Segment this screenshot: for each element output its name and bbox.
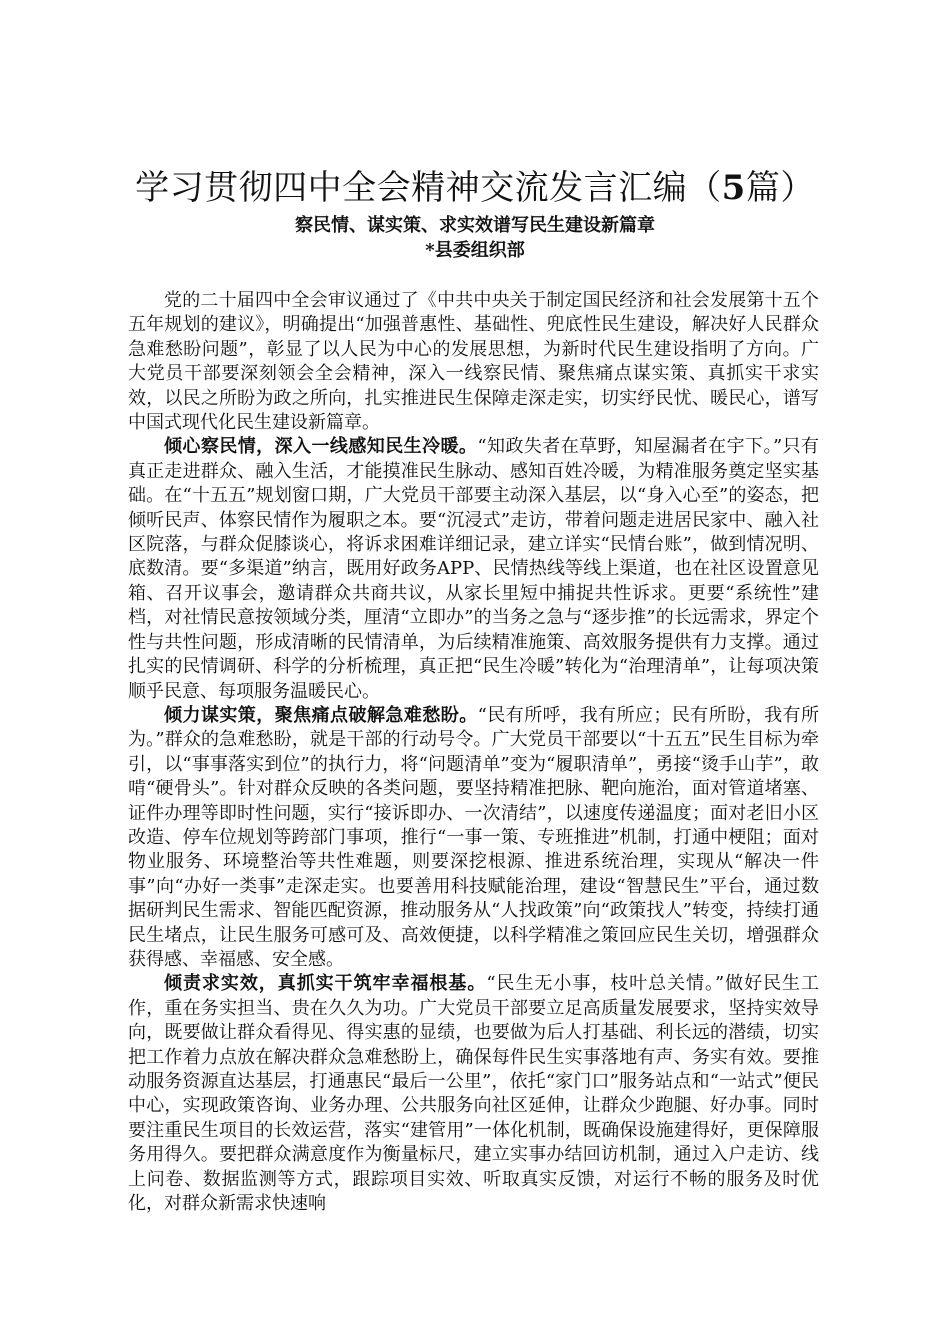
paragraph-text: “民生无小事，枝叶总关情。”做好民生工作，重在务实担当、贵在久久为功。广大党员干部要立足高质量发展要求，坚持实效导向，既要做让群众看得见、得实惠的显绩，也要做为后人打基础、利长远的潜绩，切实把工作着力点放在解决群众急难愁盼上，确保每件民生实事落地有声、务实有效。要推动服务资源直达基层，打通惠民“最后一公里”，依托“家门口”服务站点和“一站式”便民中心，实现政策咨询、业务办理、公共服务向社区延伸，让群众少跑腿、好办事。同时要注重民生项目的长效运营，落实“建管用”一体化机制，既确保设施建得好，更保障服务用得久。要把群众满意度作为衡量标尺，建立实事办结回访机制，通过入户走访、线上问卷、数据监测等方式，跟踪项目实效、听取真实反馈，对运行不畅的服务及时优化，对群众新需求快速响 (128, 973, 820, 1215)
title-end-text: 篇） (745, 168, 815, 208)
title-count: 5 (721, 168, 746, 208)
paragraph-observe-people (128, 435, 819, 703)
paragraph-intro (128, 289, 819, 435)
document-title (0, 166, 950, 210)
title-main-text: 学习贯彻四中全会精神交流发言汇编（ (135, 168, 722, 208)
paragraph-text: 党的二十届四中全会审议通过了《中共中央关于制定国民经济和社会发展第十五个五年规划的建议》，明确提出“加强普惠性、基础性、兜底性民生建设，解决好人民群众急难愁盼问题”，彰显了以人民为中心的发展思想，为新时代民生建设指明了方向。广大党员干部要深刻领会全会精神，深入一线察民情、聚焦痛点谋实策、真抓实干求实效，以民之所盼为政之所向，扎实推进民生保障走深走实，切实纾民忧、暖民心，谱写中国式现代化民生建设新篇章。 (128, 290, 819, 434)
paragraph-seek-results (128, 972, 819, 1216)
document-subtitle: 察民情、谋实策、求实效谱写民生建设新篇章 (295, 215, 655, 236)
document-author: *县委组织部 (425, 240, 525, 261)
paragraph-plan-policies (128, 704, 819, 972)
paragraph-heading: 倾责求实效，真抓实干筑牢幸福根基。 (164, 973, 487, 995)
document-body (128, 289, 819, 1216)
paragraph-text: “知政失者在草野，知屋漏者在宇下。”只有真正走进群众、融入生活，才能摸准民生脉动、感知百姓冷暖，为精准服务奠定坚实基础。在“十五五”规划窗口期，广大党员干部要主动深入基层，以“身入心至”的姿态，把倾听民声、体察民情作为履职之本。要“沉浸式”走访，带着问题走进居民家中、融入社区院落，与群众促膝谈心，将诉求困难详细记录，建立详实“民情台账”，做到情况明、底数清。要“多渠道”纳言，既用好政务APP、民情热线等线上渠道，也在社区设置意见箱、召开议事会，邀请群众共商共议，从家长里短中捕捉共性诉求。更要“系统性”建档，对社情民意按领域分类，厘清“立即办”的当务之急与“逐步推”的长远需求，界定个性与共性问题，形成清晰的民情清单，为后续精准施策、高效服务提供有力支撑。通过扎实的民情调研、科学的分析梳理，真正把“民生冷暖”转化为“治理清单”，让每项决策顺乎民意、每项服务温暖民心。 (128, 436, 820, 702)
paragraph-heading: 倾力谋实策，聚焦痛点破解急难愁盼。 (164, 704, 478, 726)
paragraph-heading: 倾心察民情，深入一线感知民生冷暖。 (164, 436, 478, 458)
paragraph-text: “民有所呼，我有所应；民有所盼，我有所为。”群众的急难愁盼，就是干部的行动号令。广大党员干部要以“十五五”民生目标为牵引，以“事事落实到位”的执行力，将“问题清单”变为“履职清单”，勇接“烫手山芋”，敢啃“硬骨头”。针对群众反映的各类问题，要坚持精准把脉、靶向施治，面对管道堵塞、证件办理等即时性问题，实行“接诉即办、一次清结”，以速度传递温度；面对老旧小区改造、停车位规划等跨部门事项，推行“一事一策、专班推进”机制，打通中梗阻；面对物业服务、环境整治等共性难题，则要深挖根源、推进系统治理，实现从“解决一件事”向“办好一类事”走深走实。也要善用科技赋能治理，建设“智慧民生”平台，通过数据研判民生需求、智能匹配资源，推动服务从“人找政策”向“政策找人”转变，持续打通民生堵点，让民生服务可感可及、高效便捷，以科学精准之策回应民生关切，增强群众获得感、幸福感、安全感。 (128, 704, 819, 970)
